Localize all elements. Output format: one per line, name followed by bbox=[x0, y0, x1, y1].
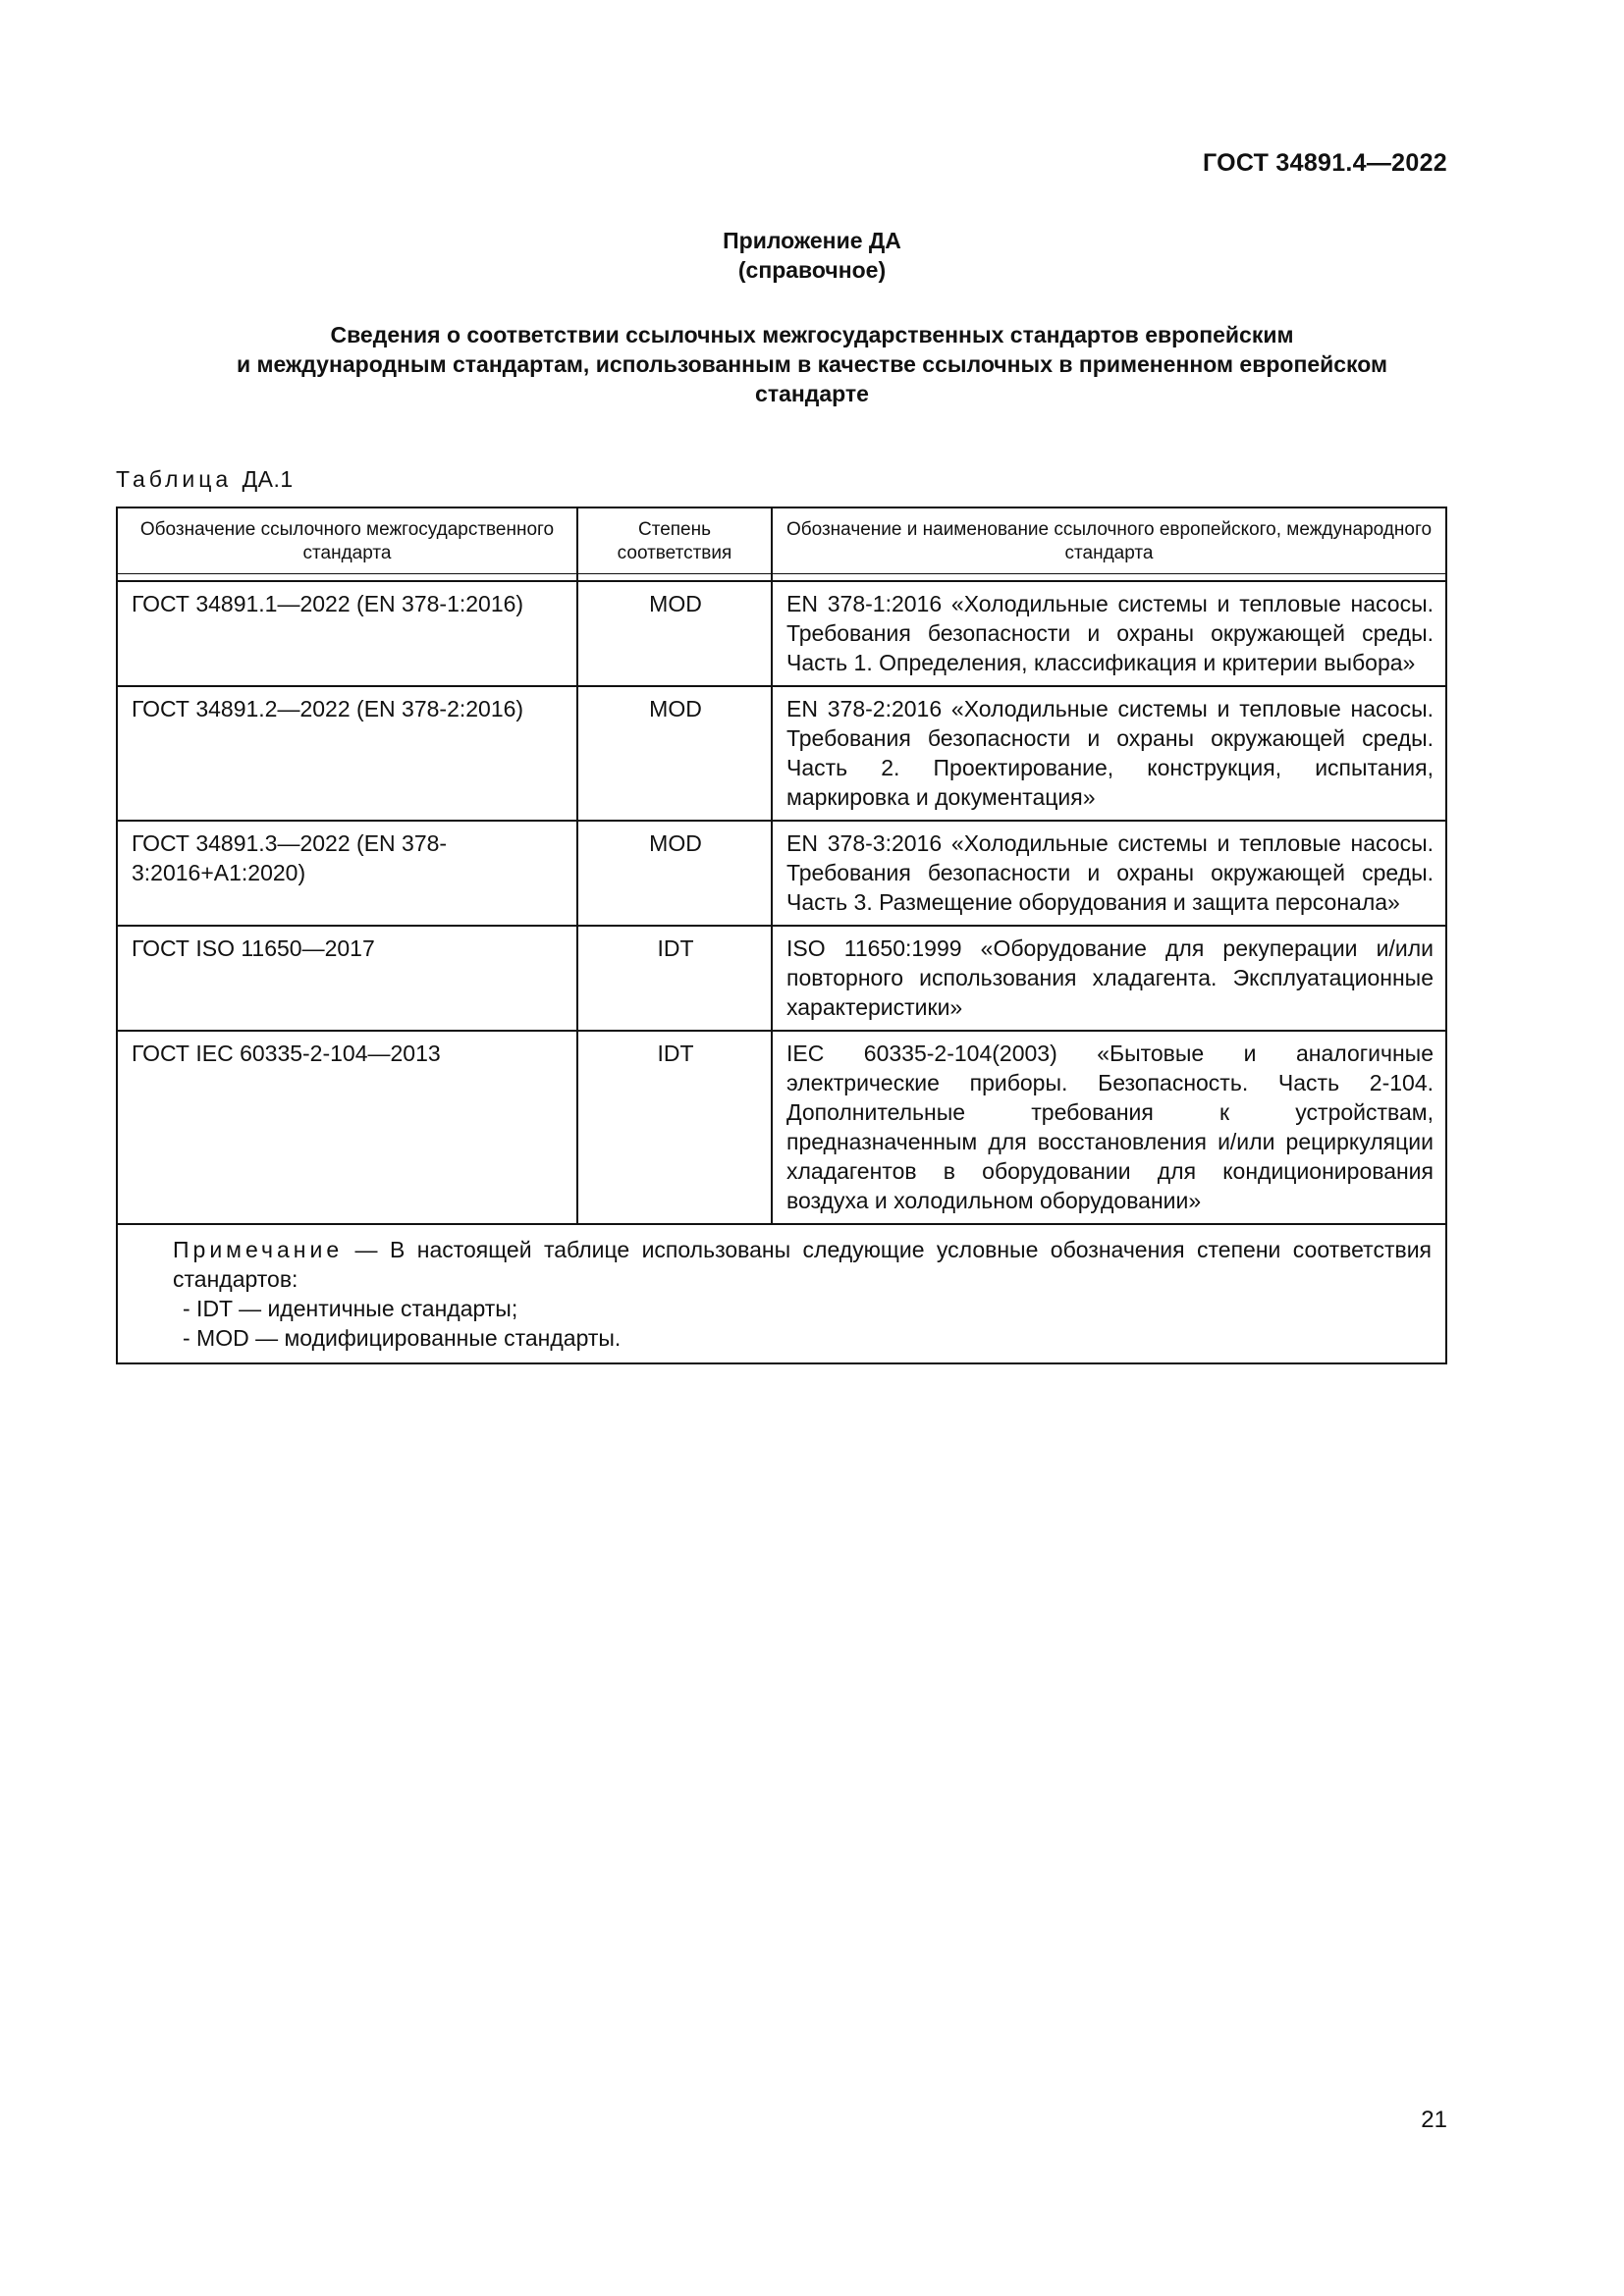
header-gost: Обозначение ссылочного межгосударственного стандарта bbox=[117, 507, 577, 574]
cell-standard-name: EN 378-2:2016 «Холодильные системы и тепловые насосы. Требования безопасности и охраны окружающей среды. Часть 2. Проектирование, конструкция, испытания, маркировка и документация» bbox=[772, 686, 1446, 821]
appendix-title bbox=[98, 320, 1526, 408]
note-first-line bbox=[132, 1235, 1432, 1294]
table-note-row bbox=[117, 1224, 1446, 1363]
appendix-heading bbox=[0, 226, 1624, 285]
cell-standard-name: EN 378-3:2016 «Холодильные системы и тепловые насосы. Требования безопасности и охраны окружающей среды. Часть 3. Размещение оборудования и защита персонала» bbox=[772, 821, 1446, 926]
appendix-title-line: Сведения о соответствии ссылочных межгосударственных стандартов европейским bbox=[330, 322, 1294, 347]
header-standard-name: Обозначение и наименование ссылочного европейского, международного стандарта bbox=[772, 507, 1446, 574]
table-row bbox=[117, 686, 1446, 821]
note-item: - IDT — идентичные стандарты; bbox=[183, 1296, 518, 1321]
header-degree: Степень соответствия bbox=[577, 507, 772, 574]
table-caption bbox=[116, 466, 294, 493]
note-item: - MOD — модифицированные стандарты. bbox=[183, 1325, 622, 1351]
cell-gost: ГОСТ 34891.2—2022 (EN 378-2:2016) bbox=[117, 686, 577, 821]
cell-gost: ГОСТ IEC 60335-2-104—2013 bbox=[117, 1031, 577, 1224]
table-row bbox=[117, 821, 1446, 926]
page-number: 21 bbox=[1421, 2107, 1447, 2133]
note-text: — В настоящей таблице использованы следующие условные обозначения степени соответствия стандартов: bbox=[173, 1237, 1432, 1292]
cell-gost: ГОСТ 34891.3—2022 (EN 378-3:2016+A1:2020) bbox=[117, 821, 577, 926]
cell-degree: MOD bbox=[577, 581, 772, 686]
cell-standard-name: IEC 60335-2-104(2003) «Бытовые и аналогичные электрические приборы. Безопасность. Часть 2-104. Дополнительные требования к устройствам, предназначенным для восстановления и/или рециркуляции хладагентов в оборудовании для кондиционирования воздуха и холодильном оборудовании» bbox=[772, 1031, 1446, 1224]
header-separator bbox=[117, 574, 1446, 582]
note-label: Примечание bbox=[173, 1237, 344, 1262]
table-caption-number: ДА.1 bbox=[242, 466, 294, 492]
cell-degree: IDT bbox=[577, 926, 772, 1031]
cell-degree: MOD bbox=[577, 821, 772, 926]
table-header-row bbox=[117, 507, 1446, 574]
table-row bbox=[117, 581, 1446, 686]
table-caption-word: Таблица bbox=[116, 466, 233, 492]
correspondence-table bbox=[116, 507, 1447, 1364]
appendix-title-line: и международным стандартам, использованным в качестве ссылочных в примененном европейском bbox=[236, 351, 1388, 377]
table-row bbox=[117, 1031, 1446, 1224]
cell-standard-name: ISO 11650:1999 «Оборудование для рекуперации и/или повторного использования хладагента. Эксплуатационные характеристики» bbox=[772, 926, 1446, 1031]
cell-standard-name: EN 378-1:2016 «Холодильные системы и тепловые насосы. Требования безопасности и охраны окружающей среды. Часть 1. Определения, классификация и критерии выбора» bbox=[772, 581, 1446, 686]
cell-degree: MOD bbox=[577, 686, 772, 821]
document-code: ГОСТ 34891.4—2022 bbox=[1202, 149, 1447, 177]
cell-gost: ГОСТ ISO 11650—2017 bbox=[117, 926, 577, 1031]
correspondence-table-wrapper bbox=[116, 507, 1447, 1364]
table-note bbox=[117, 1224, 1446, 1363]
cell-gost: ГОСТ 34891.1—2022 (EN 378-1:2016) bbox=[117, 581, 577, 686]
appendix-label: Приложение ДА bbox=[723, 228, 901, 253]
table-row bbox=[117, 926, 1446, 1031]
appendix-kind: (справочное) bbox=[737, 257, 887, 283]
appendix-title-line: стандарте bbox=[755, 381, 869, 406]
cell-degree: IDT bbox=[577, 1031, 772, 1224]
